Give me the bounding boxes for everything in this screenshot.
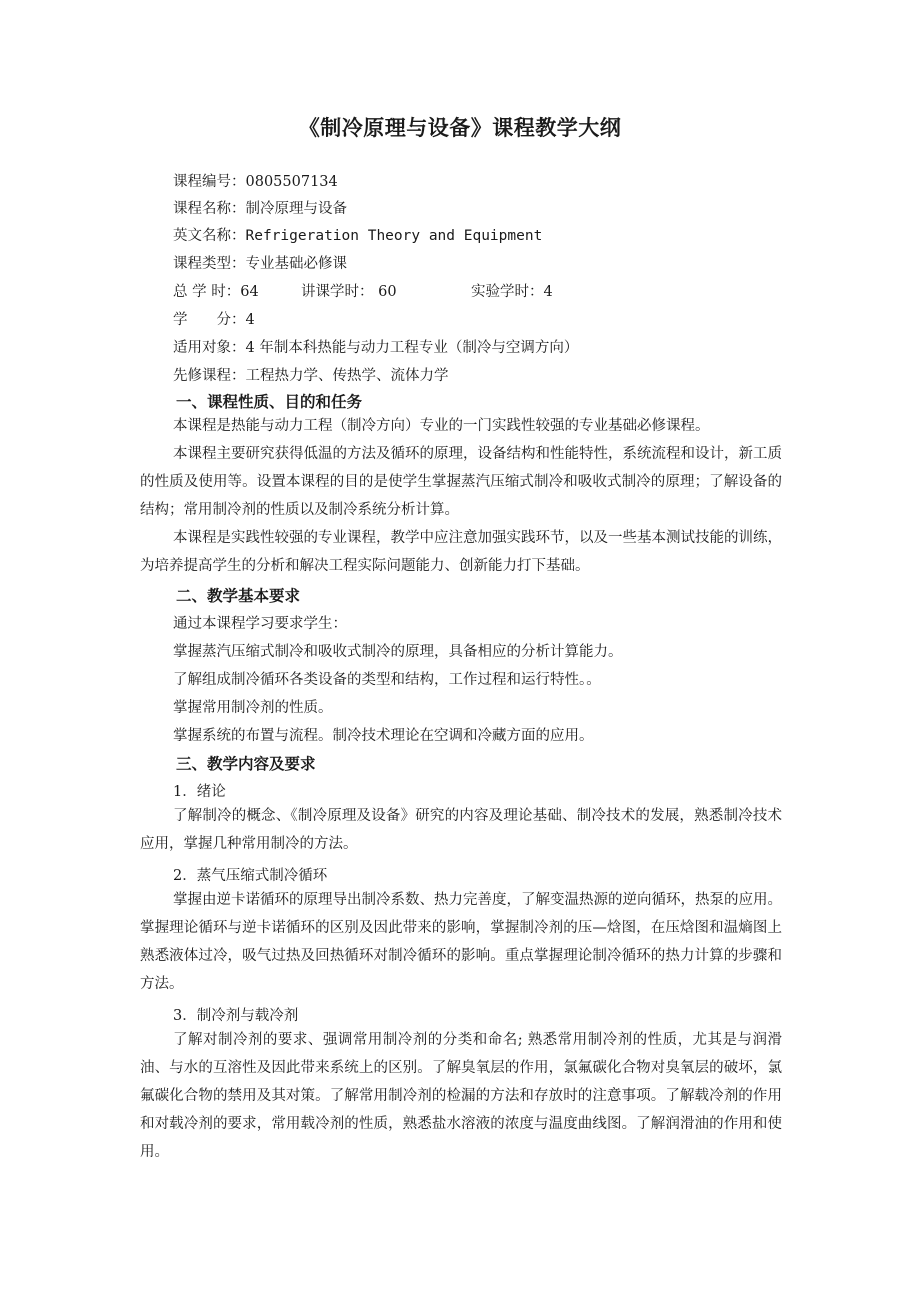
total-hours: 总 学 时：64 [173, 284, 259, 300]
requirement-intro: 通过本课程学习要求学生： [173, 616, 347, 632]
section-2-heading: 二、教学基本要求 [176, 587, 301, 605]
requirement-item: 了解组成制冷循环各类设备的类型和结构，工作过程和运行特性。。 [173, 672, 601, 688]
subsection-1-text: 了解制冷的概念、《制冷原理及设备》研究的内容及理论基础、制冷技术的发展，熟悉制冷技术应用，掌握几种常用制冷的方法。 [140, 808, 782, 852]
subsection-2-title: 2．蒸气压缩式制冷循环 [173, 868, 328, 884]
requirement-item: 掌握常用制冷剂的性质。 [173, 700, 333, 716]
course-type: 课程类型：专业基础必修课 [173, 256, 347, 272]
section-1-heading: 一、课程性质、目的和任务 [176, 393, 363, 411]
document-title: 《制冷原理与设备》课程教学大纲 [298, 116, 622, 140]
requirement-item: 掌握蒸汽压缩式制冷和吸收式制冷的原理，具备相应的分析计算能力。 [173, 644, 623, 660]
english-name-label: 英文名称： [173, 228, 246, 244]
english-name [173, 224, 542, 245]
course-hours [173, 280, 553, 301]
prerequisites: 先修课程：工程热力学、传热学、流体力学 [173, 368, 449, 384]
section-1-paragraph-3: 本课程是实践性较强的专业课程，教学中应注意加强实践环节，以及一些基本测试技能的训练，为培养提高学生的分析和解决工程实际问题能力、创新能力打下基础。 [140, 530, 782, 574]
section-1-paragraph-2: 本课程主要研究获得低温的方法及循环的原理，设备结构和性能特性，系统流程和设计，新工质的性质及使用等。设置本课程的目的是使学生掌握蒸汽压缩式制冷和吸收式制冷的原理；了解设备的结构；常用制冷剂的性质以及制冷系统分析计算。 [140, 446, 782, 518]
course-code: 课程编号：0805507134 [173, 174, 338, 190]
subsection-2-text: 掌握由逆卡诺循环的原理导出制冷系数、热力完善度，了解变温热源的逆向循环，热泵的应用。掌握理论循环与逆卡诺循环的区别及因此带来的影响，掌握制冷剂的压—焓图，在压焓图和温熵图上熟悉液体过冷，吸气过热及回热循环对制冷循环的影响。重点掌握理论制冷循环的热力计算的步骤和方法。 [140, 892, 782, 992]
audience: 适用对象：4 年制本科热能与动力工程专业（制冷与空调方向） [173, 340, 579, 356]
requirement-item: 掌握系统的布置与流程。制冷技术理论在空调和冷藏方面的应用。 [173, 728, 594, 744]
subsection-1-title: 1．绪论 [173, 784, 226, 800]
section-3-heading: 三、教学内容及要求 [176, 755, 316, 773]
credits: 学 分：4 [173, 312, 255, 328]
lab-hours: 实验学时：4 [471, 284, 553, 300]
english-name-value: Refrigeration Theory and Equipment [245, 228, 543, 244]
course-name: 课程名称：制冷原理与设备 [173, 201, 347, 217]
section-1-paragraph-1: 本课程是热能与动力工程（制冷方向）专业的一门实践性较强的专业基础必修课程。 [173, 418, 710, 434]
subsection-3-text: 了解对制冷剂的要求、强调常用制冷剂的分类和命名; 熟悉常用制冷剂的性质，尤其是与润滑油、与水的互溶性及因此带来系统上的区别。了解臭氧层的作用，氯氟碳化合物对臭氧层的破坏，氯氟碳化合物的禁用及其对策。了解常用制冷剂的检漏的方法和存放时的注意事项。了解载冷剂的作用和对载冷剂的要求，常用载冷剂的性质，熟悉盐水溶液的浓度与温度曲线图。了解润滑油的作用和使用。 [140, 1032, 782, 1160]
subsection-3-title: 3．制冷剂与载冷剂 [173, 1008, 299, 1024]
lecture-hours: 讲课学时： 60 [301, 284, 397, 300]
